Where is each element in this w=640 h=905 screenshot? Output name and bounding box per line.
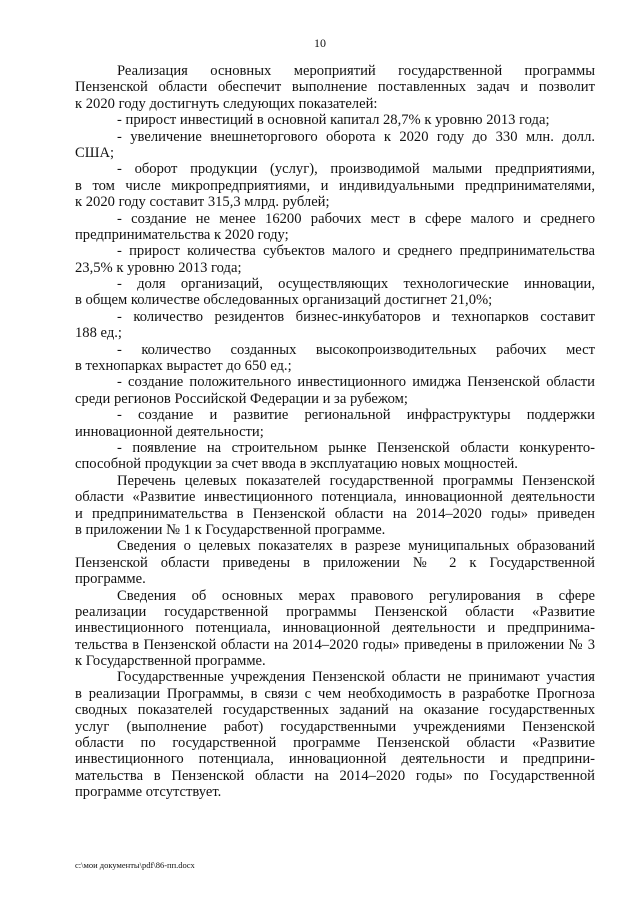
text-line: услуг (выполнение работ) государственными учреждениями Пензенской	[75, 718, 595, 735]
text-line: Пензенской области приведены в приложении № 2 к Государственной	[75, 554, 595, 571]
text-line: среди регионов Российской Федерации и за рубежом;	[75, 390, 408, 407]
page-number: 10	[314, 36, 326, 50]
text-line: в реализации Программы, в связи с чем необходимость в разработке Прогноза	[75, 685, 595, 702]
document-body	[75, 63, 595, 801]
text-line: к 2020 году достигнуть следующих показателей:	[75, 95, 378, 112]
text-line: сводных показателей государственных заданий на оказание государственных	[75, 702, 595, 719]
text-line: программе.	[75, 571, 146, 588]
text-line: в технопарках вырастет до 650 ед.;	[75, 358, 292, 375]
text-line: области по государственной программе Пензенской области «Развитие	[75, 735, 595, 752]
text-line: - создание положительного инвестиционного имиджа Пензенской области	[117, 374, 595, 391]
text-line: в общем количестве обследованных организаций достигнет 21,0%;	[75, 292, 493, 309]
text-line: к Государственной программе.	[75, 653, 266, 670]
text-line: - количество созданных высокопроизводительных рабочих мест	[117, 341, 595, 358]
text-line: в приложении № 1 к Государственной программе.	[75, 521, 386, 538]
text-line: - появление на строительном рынке Пензенской области конкуренто-	[117, 439, 595, 456]
text-line: Реализация основных мероприятий государственной программы	[117, 63, 595, 79]
text-line: программе отсутствует.	[75, 784, 222, 801]
text-line: - увеличение внешнеторгового оборота к 2020 году до 330 млн. долл.	[117, 128, 595, 145]
text-line: Государственные учреждения Пензенской области не принимают участия	[117, 669, 595, 686]
text-line: мательства в Пензенской области на 2014–2020 годы» по Государственной	[75, 767, 595, 784]
text-line: Сведения об основных мерах правового регулирования в сфере	[117, 587, 595, 604]
text-line: - прирост инвестиций в основной капитал 28,7% к уровню 2013 года;	[117, 112, 550, 129]
text-line: инвестиционного потенциала, инновационной деятельности и предприни-	[75, 751, 595, 768]
text-line: области «Развитие инвестиционного потенциала, инновационной деятельности	[75, 489, 595, 506]
text-line: Перечень целевых показателей государственной программы Пензенской	[117, 472, 595, 489]
text-line: 23,5% к уровню 2013 года;	[75, 259, 242, 276]
text-line: - создание не менее 16200 рабочих мест в сфере малого и среднего	[117, 210, 595, 227]
text-line: Сведения о целевых показателях в разрезе муниципальных образований	[117, 538, 595, 555]
text-line: тельства в Пензенской области на 2014–2020 годы» приведены в приложении № 3	[75, 636, 595, 653]
text-line: - количество резидентов бизнес-инкубаторов и технопарков составит	[117, 308, 595, 325]
text-line: инновационной деятельности;	[75, 423, 264, 440]
text-line: - доля организаций, осуществляющих технологические инновации,	[117, 276, 595, 293]
text-line: к 2020 году составит 315,3 млрд. рублей;	[75, 194, 330, 211]
text-line: инвестиционного потенциала, инновационной деятельности и предпринима-	[75, 620, 595, 637]
text-line: - оборот продукции (услуг), производимой малыми предприятиями,	[117, 161, 595, 178]
text-line: США;	[75, 144, 115, 161]
text-line: - создание и развитие региональной инфраструктуры поддержки	[117, 407, 595, 424]
footer-file-path: c:\мои документы\pdf\86-пп.docx	[75, 860, 195, 870]
text-line: 188 ед.;	[75, 325, 122, 342]
text-line: предпринимательства к 2020 году;	[75, 226, 289, 243]
text-line: - прирост количества субъектов малого и среднего предпринимательства	[117, 243, 595, 260]
text-line: реализации государственной программы Пензенской области «Развитие	[75, 603, 595, 620]
text-line: способной продукции за счет ввода в эксплуатацию новых мощностей.	[75, 456, 518, 473]
text-line: Пензенской области обеспечит выполнение поставленных задач и позволит	[75, 79, 595, 96]
text-line: и предпринимательства в Пензенской области на 2014–2020 годы» приведен	[75, 505, 595, 522]
text-line: в том числе микропредприятиями, и индивидуальными предпринимателями,	[75, 177, 595, 194]
